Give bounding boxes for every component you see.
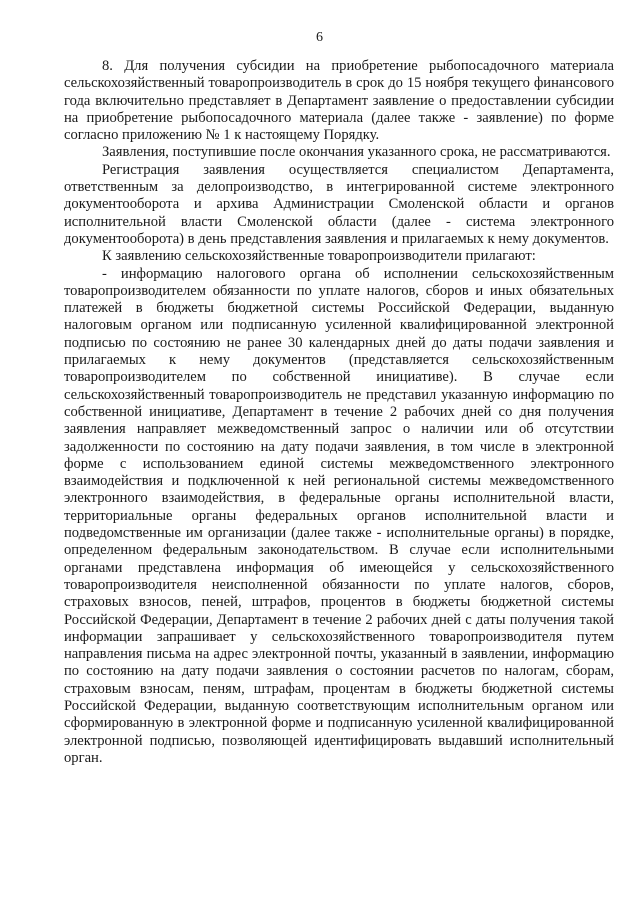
paragraph-tax-information: - информацию налогового органа об исполнении сельскохозяйственным товаропроизводителем обязанности по уплате налогов, сборов и иных обязательных платежей в бюджеты бюджетной системы Российской Федерации, выданную налоговым органом или подписанную усиленной квалифицированной электронной подписью по состоянию не ранее 30 календарных дней до даты подачи заявления и прилагаемых к нему документов (представляется сельскохозяйственным товаропроизводителем по собственной инициативе). В случае если сельскохозяйственный товаропроизводитель не представил указанную информацию по собственной инициативе, Департамент в течение 2 рабочих дней со дня получения заявления направляет межведомственный запрос о наличии или об отсутствии задолженности по состоянию на дату подачи заявления, в том числе в электронной форме с использованием единой системы межведомственного электронного взаимодействия и подключенной к ней региональной системы межведомственного электронного взаимодействия, в федеральные органы исполнительной власти, территориальные органы федеральных органов исполнительной власти и подведомственные им организации (далее также - исполнительные органы) в порядке, определенном федеральным законодательством. В случае если исполнительными органами представлена информация об имеющейся у сельскохозяйственного товаропроизводителя неисполненной обязанности по уплате налогов, сборов, страховых взносов, пеней, штрафов, процентов в бюджеты бюджетной системы Российской Федерации, Департамент в течение 2 рабочих дней с даты получения такой информации запрашивает у сельскохозяйственного товаропроизводителя путем направления письма на адрес электронной почты, указанный в заявлении, информацию по состоянию на дату подачи заявления о состоянии расчетов по налогам, сборам, страховым взносам, пеням, штрафам, процентам в бюджеты бюджетной системы Российской Федерации, выданную соответствующим исполнительным органом или сформированную в электронной форме и подписанную усиленной квалифицированной электронной подписью, позволяющей идентифицировать выдавший исполнительный орган.: [64, 265, 614, 766]
page-number: 6: [316, 30, 323, 45]
document-body: [64, 58, 614, 767]
paragraph-attachments-intro: К заявлению сельскохозяйственные товаропроизводители прилагают:: [102, 248, 536, 265]
paragraph-registration: Регистрация заявления осуществляется специалистом Департамента, ответственным за делопроизводство, в интегрированной системе электронного документооборота и архива Администрации Смоленской области и органов исполнительной власти Смоленской области (далее - система электронного документооборота) в день представления заявления и прилагаемых к нему документов.: [64, 161, 614, 247]
paragraph-late-applications: Заявления, поступившие после окончания указанного срока, не рассматриваются.: [102, 144, 611, 161]
paragraph-item-8: 8. Для получения субсидии на приобретение рыбопосадочного материала сельскохозяйственный товаропроизводитель в срок до 15 ноября текущего финансового года включительно представляет в Департамент заявление о предоставлении субсидии на приобретение рыбопосадочного материала (далее также - заявление) по форме согласно приложению № 1 к настоящему Порядку.: [64, 58, 614, 144]
